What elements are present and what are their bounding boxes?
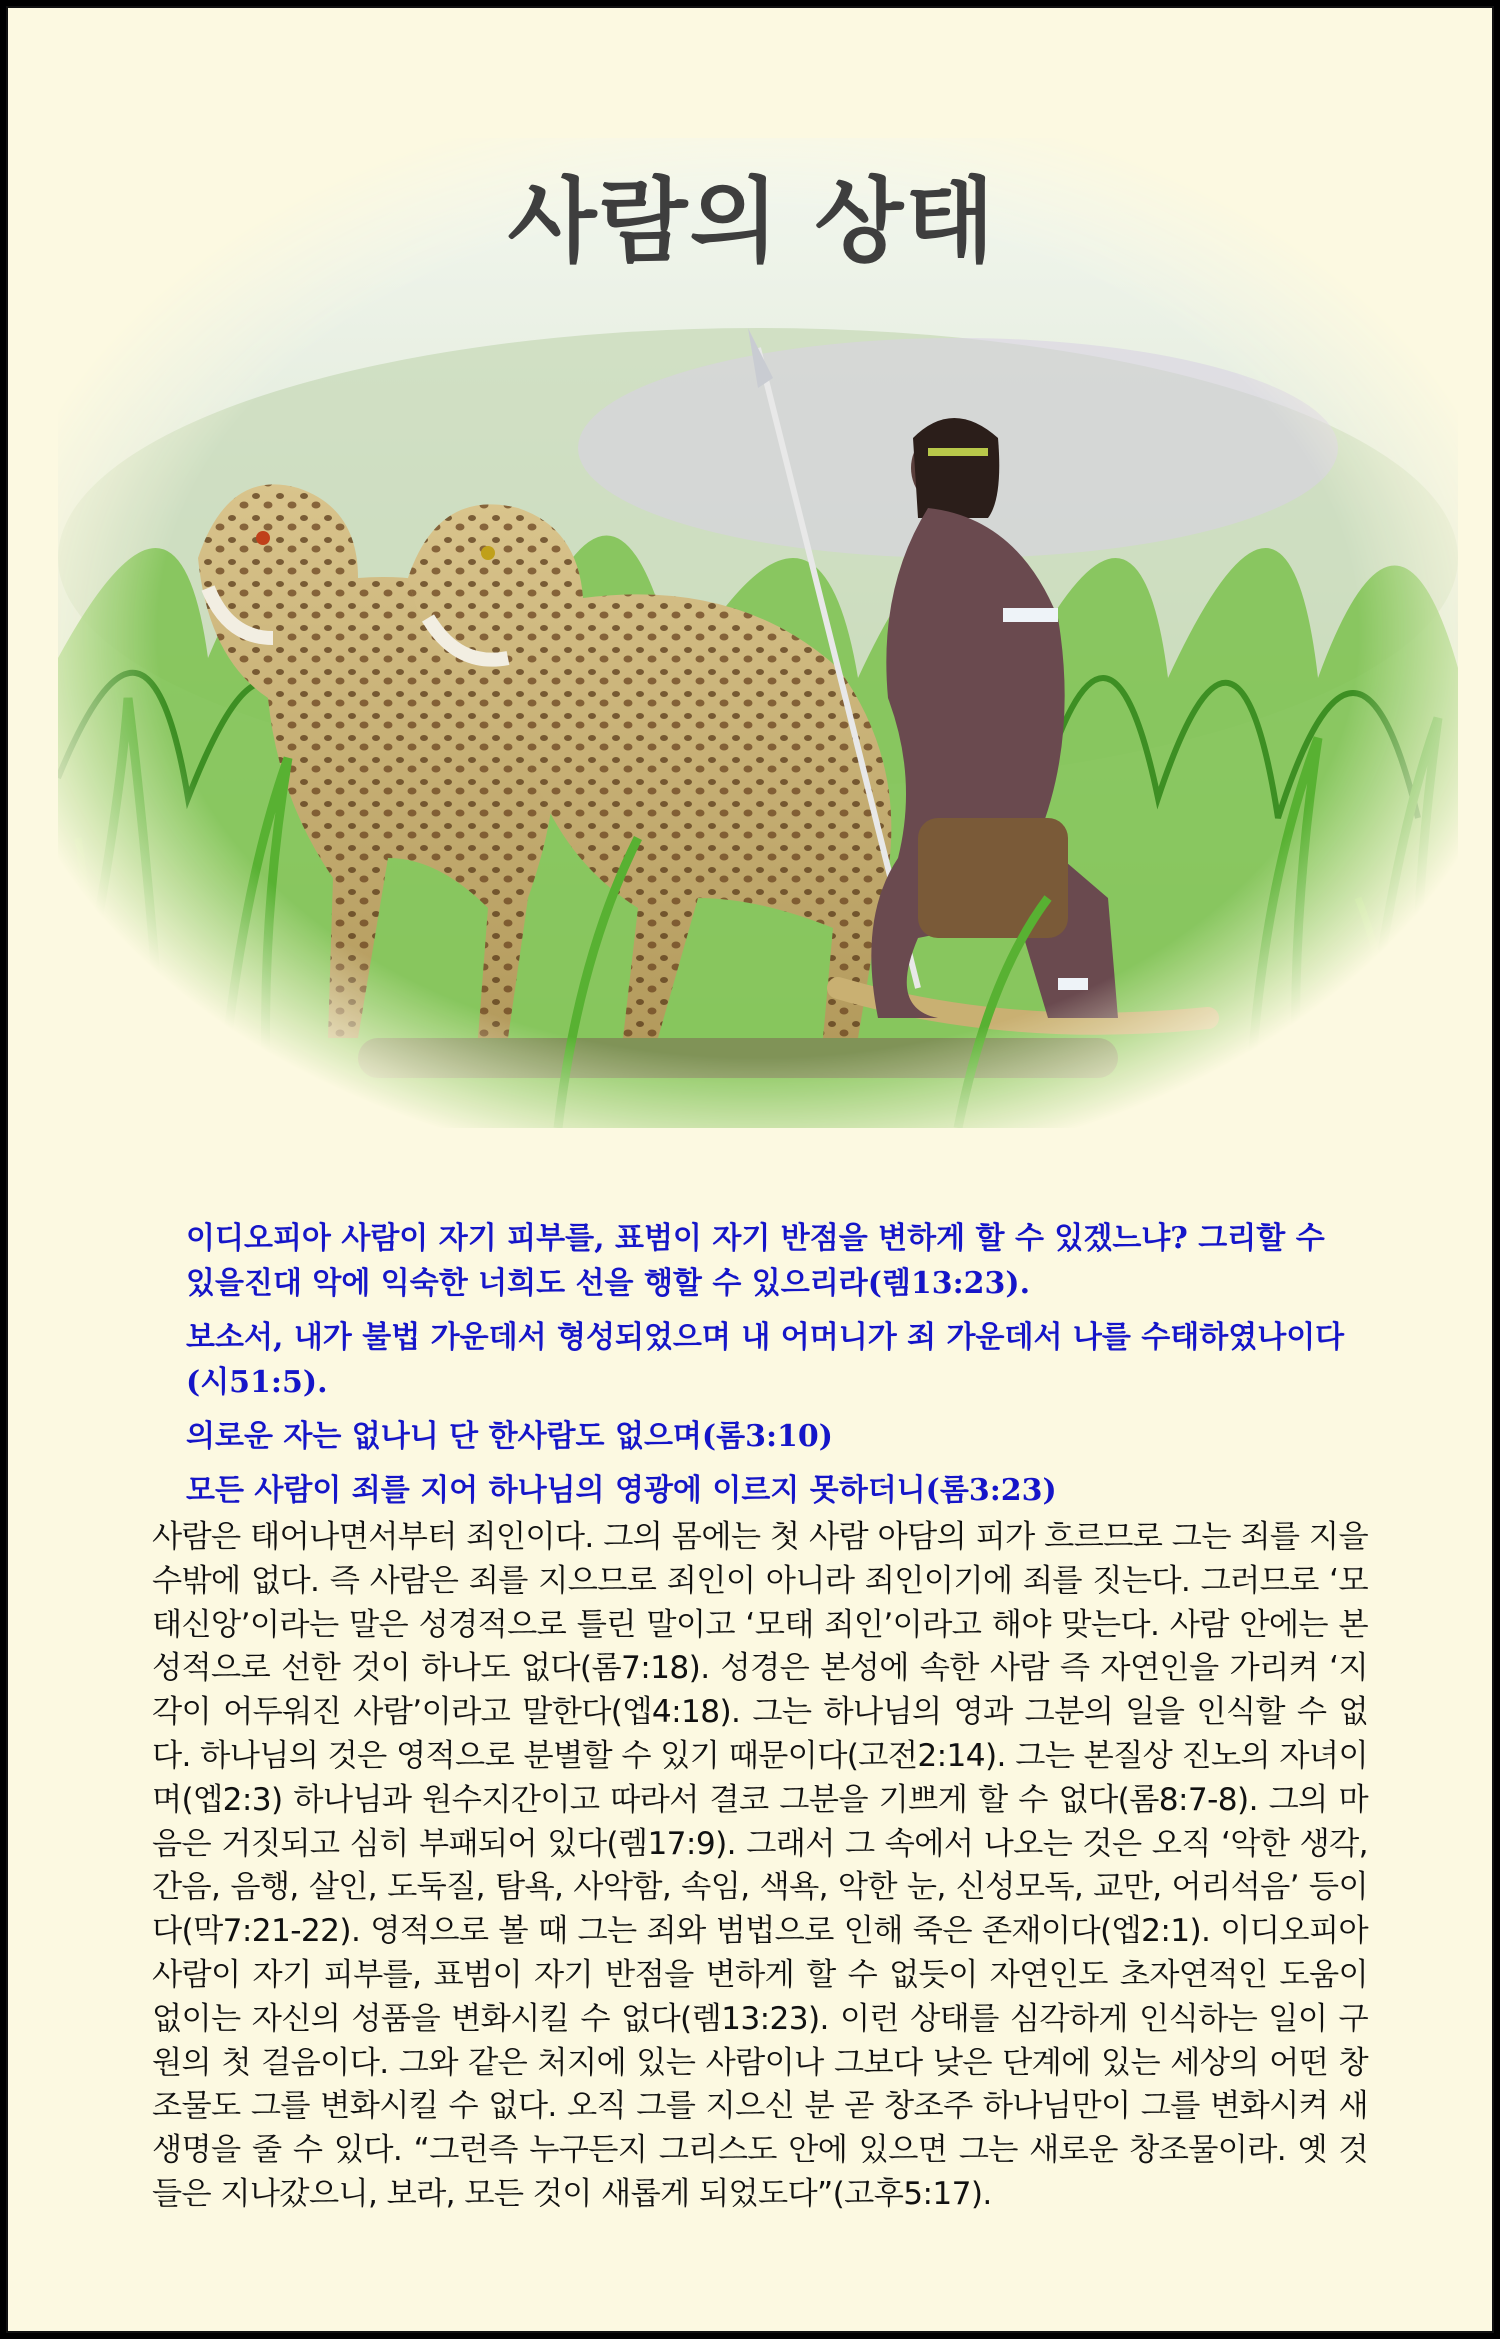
leopards-and-hunter-illustration xyxy=(58,138,1458,1128)
scripture-verses xyxy=(176,1216,1346,1522)
verse-psalm-51-5: 보소서, 내가 불법 가운데서 형성되었으며 내 어머니가 죄 가운데서 나를 수태하였나이다(시51:5). xyxy=(186,1320,1345,1400)
page-title: 사람의 상태 xyxy=(507,168,997,275)
verse-romans-3-10: 의로운 자는 없나니 단 한사람도 없으며(롬3:10) xyxy=(186,1419,833,1454)
verse-jeremiah-13-23: 이디오피아 사람이 자기 피부를, 표범이 자기 반점을 변하게 할 수 있겠느냐? 그리할 수 있을진대 악에 익숙한 너희도 선을 행할 수 있으리라(렘13:23). xyxy=(186,1221,1325,1301)
page xyxy=(6,6,1494,2333)
body-paragraph: 사람은 태어나면서부터 죄인이다. 그의 몸에는 첫 사람 아담의 피가 흐르므로 그는 죄를 지을 수밖에 없다. 즉 사람은 죄를 지으므로 죄인이 아니라 죄인이기에 죄를 짓는다. 그러므로 ‘모태신앙’이라는 말은 성경적으로 틀린 말이고 ‘모태 죄인’이라고 해야 맞는다. 사람 안에는 본성적으로 선한 것이 하나도 없다(롬7:18). 성경은 본성에 속한 사람 즉 자연인을 가리켜 ‘지각이 어두워진 사람’이라고 말한다(엡4:18). 그는 하나님의 영과 그분의 일을 인식할 수 없다. 하나님의 것은 영적으로 분별할 수 있기 때문이다(고전2:14). 그는 본질상 진노의 자녀이며(엡2:3) 하나님과 원수지간이고 따라서 결코 그분을 기쁘게 할 수 없다(롬8:7-8). 그의 마음은 거짓되고 심히 부패되어 있다(렘17:9). 그래서 그 속에서 나오는 것은 오직 ‘악한 생각, 간음, 음행, 살인, 도둑질, 탐욕, 사악함, 속임, 색욕, 악한 눈, 신성모독, 교만, 어리석음’ 등이다(막7:21-22). 영적으로 볼 때 그는 죄와 범법으로 인해 죽은 존재이다(엡2:1). 이디오피아 사람이 자기 피부를, 표범이 자기 반점을 변하게 할 수 없듯이 자연인도 초자연적인 도움이 없이는 자신의 성품을 변화시킬 수 없다(렘13:23). 이런 상태를 심각하게 인식하는 일이 구원의 첫 걸음이다. 그와 같은 처지에 있는 사람이나 그보다 낮은 단계에 있는 세상의 어떤 창조물도 그를 변화시킬 수 없다. 오직 그를 지으신 분 곧 창조주 하나님만이 그를 변화시켜 새 생명을 줄 수 있다. “그런즉 누구든지 그리스도 안에 있으면 그는 새로운 창조물이라. 옛 것들은 지나갔으니, 보라, 모든 것이 새롭게 되었도다”(고후5:17). xyxy=(152,1519,1368,2212)
verse-romans-3-23: 모든 사람이 죄를 지어 하나님의 영광에 이르지 못하더니(롬3:23) xyxy=(186,1473,1057,1508)
